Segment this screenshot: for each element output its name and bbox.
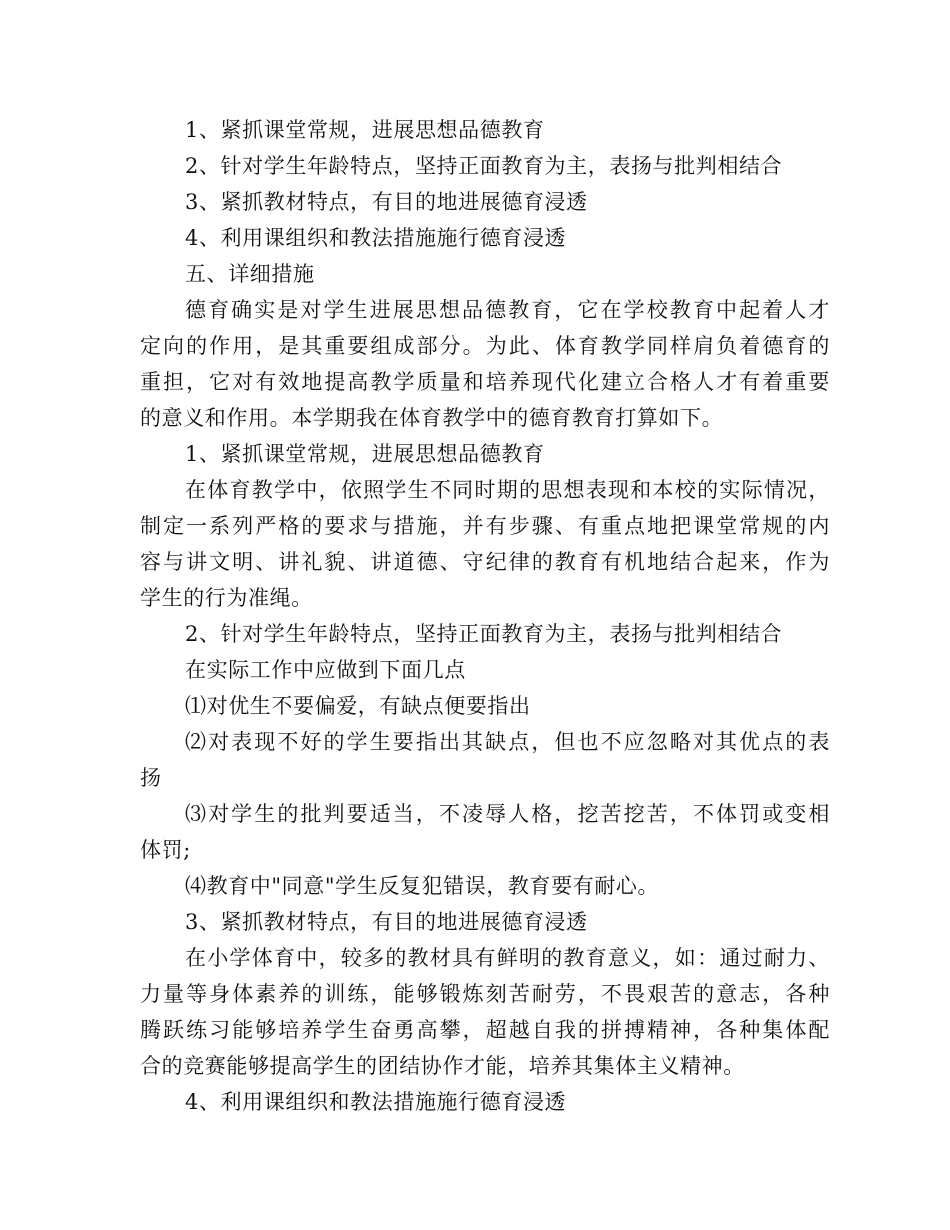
list-item-continuation: 体罚;	[140, 838, 191, 862]
paragraph-line: 在体育教学中，依照学生不同时期的思想表现和本校的实际情况，	[185, 478, 830, 502]
paragraph-line: 德育确实是对学生进展思想品德教育，它在学校教育中起着人才	[185, 298, 830, 322]
list-item-continuation: 扬	[140, 766, 162, 790]
list-item: ⑷教育中"同意"学生反复犯错误，教育要有耐心。	[185, 874, 660, 898]
paragraph-line: 在实际工作中应做到下面几点	[185, 658, 466, 682]
paragraph-line: 在小学体育中，较多的教材具有鲜明的教育意义，如：通过耐力、	[185, 946, 830, 970]
list-item: ⑵对表现不好的学生要指出其缺点，但也不应忽略对其优点的表	[185, 730, 830, 754]
subheading: 3、紧抓教材特点，有目的地进展德育浸透	[185, 910, 588, 934]
paragraph-line: 腾跃练习能够培养学生奋勇高攀，超越自我的拼搏精神，各种集体配	[140, 1018, 830, 1042]
list-item-2: 2、针对学生年龄特点，坚持正面教育为主，表扬与批判相结合	[185, 154, 783, 178]
list-item-4: 4、利用课组织和教法措施施行德育浸透	[185, 226, 567, 250]
document-body	[140, 112, 830, 1120]
list-item-3: 3、紧抓教材特点，有目的地进展德育浸透	[185, 190, 588, 214]
subheading: 2、针对学生年龄特点，坚持正面教育为主，表扬与批判相结合	[185, 622, 783, 646]
paragraph-line: 重担，它对有效地提高教学质量和培养现代化建立合格人才有着重要	[140, 370, 830, 394]
paragraph-line: 制定一系列严格的要求与措施，并有步骤、有重点地把课堂常规的内	[140, 514, 830, 538]
paragraph-line: 合的竞赛能够提高学生的团结协作才能，培养其集体主义精神。	[140, 1054, 745, 1078]
subheading: 1、紧抓课堂常规，进展思想品德教育	[185, 442, 545, 466]
paragraph-line: 的意义和作用。本学期我在体育教学中的德育教育打算如下。	[140, 406, 724, 430]
section-heading: 五、详细措施	[185, 262, 315, 286]
list-item-1: 1、紧抓课堂常规，进展思想品德教育	[185, 118, 545, 142]
list-item: ⑶对学生的批判要适当，不凌辱人格，挖苦挖苦，不体罚或变相	[185, 802, 830, 826]
paragraph-line: 力量等身体素养的训练，能够锻炼刻苦耐劳，不畏艰苦的意志，各种	[140, 982, 830, 1006]
subheading: 4、利用课组织和教法措施施行德育浸透	[185, 1090, 567, 1114]
paragraph-line: 学生的行为准绳。	[140, 586, 313, 610]
paragraph-line: 容与讲文明、讲礼貌、讲道德、守纪律的教育有机地结合起来，作为	[140, 550, 830, 574]
list-item: ⑴对优生不要偏爱，有缺点便要指出	[185, 694, 531, 718]
paragraph-line: 定向的作用，是其重要组成部分。为此、体育教学同样肩负着德育的	[140, 334, 830, 358]
